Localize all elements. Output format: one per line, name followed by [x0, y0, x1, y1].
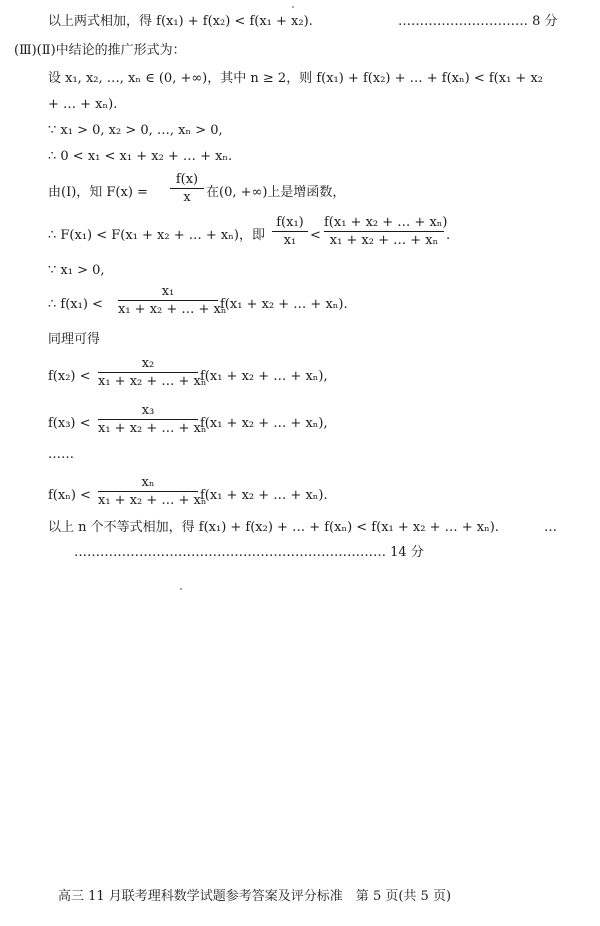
fraction-denominator: x₁: [283, 233, 297, 248]
fraction-denominator: x₁ + x₂ + … + xₙ: [118, 302, 227, 317]
score-label: ………………………… 8 分: [398, 14, 558, 29]
text-line: 在(0, +∞)上是增函数，: [206, 185, 346, 200]
ellipsis: …: [544, 520, 557, 535]
text-line: f(xₙ) <: [48, 488, 91, 503]
fraction-numerator: x₂: [141, 356, 155, 371]
section-heading: (Ⅲ)(Ⅱ)中结论的推广形式为：: [14, 43, 186, 58]
text-line: ∴ F(x₁) < F(x₁ + x₂ + … + xₙ)，即: [48, 228, 265, 243]
fraction-numerator: f(x): [175, 172, 199, 187]
text-line: 以上 n 个不等式相加，得 f(x₁) + f(x₂) + … + f(xₙ) < f(x₁ + x₂ + … + xₙ).: [48, 520, 499, 535]
text-line: f(x₁ + x₂ + … + xₙ),: [200, 416, 328, 431]
fraction-numerator: x₁: [161, 284, 175, 299]
text-line: + … + xₙ).: [48, 97, 118, 112]
text-line: 由(Ⅰ)，知 F(x) =: [48, 185, 148, 200]
text-line: f(x₁ + x₂ + … + xₙ).: [220, 297, 348, 312]
text-line: .: [446, 228, 451, 243]
text-line: f(x₁ + x₂ + … + xₙ).: [200, 488, 328, 503]
fraction-bar: [170, 188, 204, 189]
fraction-numerator: xₙ: [141, 475, 155, 490]
fraction-bar: [118, 300, 218, 301]
text-line: 同理可得: [48, 332, 101, 347]
text-line: ∴ 0 < x₁ < x₁ + x₂ + … + xₙ.: [48, 149, 233, 164]
text-line: f(x₂) <: [48, 369, 91, 384]
fraction-denominator: x₁ + x₂ + … + xₙ: [98, 374, 207, 389]
fraction-denominator: x: [183, 190, 191, 205]
page-footer: 高三 11 月联考理科数学试题参考答案及评分标准 第 5 页(共 5 页): [58, 889, 452, 904]
scan-speck: [292, 6, 294, 8]
text-line: 以上两式相加，得 f(x₁) + f(x₂) < f(x₁ + x₂).: [48, 14, 313, 29]
text-line: 设 x₁, x₂, …, xₙ ∈ (0, +∞)，其中 n ≥ 2，则 f(x₁) + f(x₂) + … + f(xₙ) < f(x₁ + x₂: [48, 71, 543, 86]
ellipsis: ……: [48, 447, 74, 462]
fraction-bar: [98, 372, 198, 373]
text-line: ∵ x₁ > 0, x₂ > 0, …, xₙ > 0,: [48, 123, 223, 138]
fraction-numerator: f(x₁): [276, 215, 304, 230]
fraction-numerator: f(x₁ + x₂ + … + xₙ): [324, 215, 448, 230]
text-line: f(x₁ + x₂ + … + xₙ),: [200, 369, 328, 384]
fraction-denominator: x₁ + x₂ + … + xₙ: [98, 493, 207, 508]
fraction-denominator: x₁ + x₂ + … + xₙ: [98, 421, 207, 436]
fraction-numerator: x₃: [141, 403, 155, 418]
fraction-bar: [98, 491, 198, 492]
fraction-denominator: x₁ + x₂ + … + xₙ: [329, 233, 439, 248]
text-line: ∵ x₁ > 0,: [48, 263, 105, 278]
text-line: ∴ f(x₁) <: [48, 297, 103, 312]
score-label: ……………………………………………………………… 14 分: [74, 545, 424, 560]
fraction-bar: [324, 231, 444, 232]
text-line: f(x₃) <: [48, 416, 91, 431]
scan-speck: [180, 588, 182, 590]
fraction-bar: [98, 419, 198, 420]
text-line: <: [310, 228, 321, 243]
fraction-bar: [272, 231, 308, 232]
